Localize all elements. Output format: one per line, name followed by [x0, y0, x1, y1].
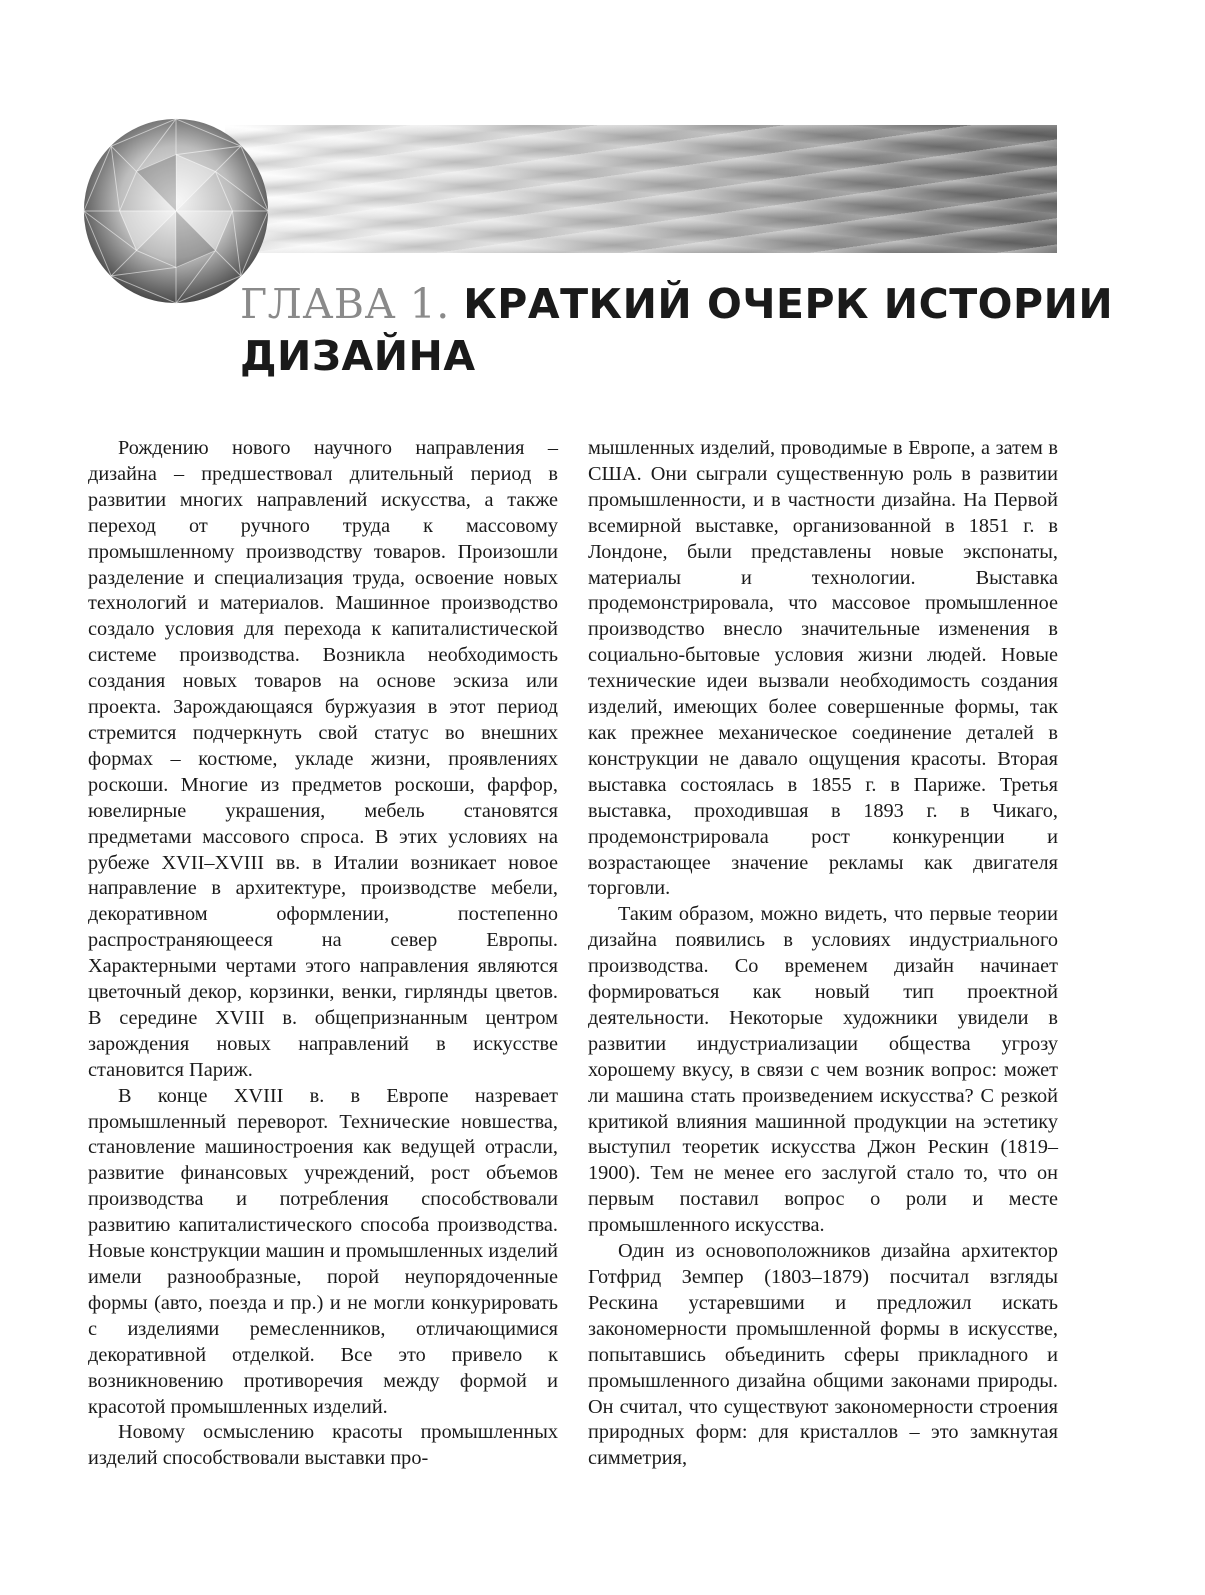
chapter-title-text-2: ДИЗАЙНА [240, 332, 476, 380]
paragraph: Рождению нового научного направления – дизайна – предшествовал длительный период в развитии многих направлений искусства, а также переход от ручного труда к массовому промышленному производству товаров. Произошли разделение и специализация труда, освоение новых технологий и материалов. Машинное производство создало условия для перехода к капиталистической системе производства. Возникла необходимость создания новых товаров на основе эскиза или проекта. Зарождающаяся буржуазия в этот период стремится подчеркнуть свой статус во внешних формах – костюме, укладе жизни, проявлениях роскоши. Многие из предметов роскоши, фарфор, ювелирные украшения, мебель становятся предметами массового спроса. В этих условиях на рубеже XVII–XVIII вв. в Италии возникает новое направление в архитектуре, производстве мебели, декоративном оформлении, постепенно распространяющееся на север Европы. Характерными чертами этого направления являются цветочный декор, корзинки, венки, гирлянды цветов. В середине XVIII в. общепризнанным центром зарождения новых направлений в искусстве становится Париж. [88, 437, 558, 1081]
diamond-icon [82, 117, 270, 305]
chapter-title-line-2 [240, 330, 1140, 382]
paragraph: Один из основоположников дизайна архитектор Готфрид Земпер (1803–1879) посчитал взгляды Рескина устаревшими и предложил искать закономерности промышленной формы в искусстве, попытавшись объединить сферы прикладного и промышленного дизайна общими законами природы. Он считал, что существуют закономерности строения природных форм: для кристаллов – это замкнутая симметрия, [588, 1240, 1058, 1470]
left-column [88, 436, 558, 1472]
chapter-label: ГЛАВА 1. [240, 280, 450, 328]
paragraph: В конце XVIII в. в Европе назревает промышленный переворот. Технические новшества, становление машиностроения как ведущей отрасли, развитие финансовых учреждений, рост объемов производства и потребления способствовали развитию капиталистического способа производства. Новые конструкции машин и промышленных изделий имели разнообразные, порой неупорядоченные формы (авто, поезда и пр.) и не могли конкурировать с изделиями ремесленников, отличающимися декоративной отделкой. Все это привело к возникновению противоречия между формой и красотой промышленных изделий. [88, 1084, 558, 1418]
paragraph: мышленных изделий, проводимые в Европе, а затем в США. Они сыграли существенную роль в развитии промышленности, и в частности дизайна. На Первой всемирной выставке, организованной в 1851 г. в Лондоне, были представлены новые экспонаты, материалы и технологии. Выставка продемонстрировала, что массовое промышленное производство внесло значительные изменения в социально-бытовые условия жизни людей. Новые технические идеи вызвали необходимость создания изделий, имеющих более совершенные формы, так как прежнее механическое соединение деталей в конструкции не давало ощущения красоты. Вторая выставка состоялась в 1855 г. в Париже. Третья выставка, проходившая в 1893 г. в Чикаго, продемонстрировала рост конкуренции и возрастающее значение рекламы как двигателя торговли. [588, 437, 1058, 900]
chapter-title-line-1 [240, 278, 1140, 330]
paragraph: Таким образом, можно видеть, что первые теории дизайна появились в условиях индустриального производства. Со временем дизайн начинает формироваться как новый тип проектной деятельности. Некоторые художники увидели в развитии индустриализации общества угрозу хорошему вкусу, в связи с чем возник вопрос: может ли машина стать произведением искусства? С резкой критикой влияния машинной продукции на эстетику выступил теоретик искусства Джон Рескин (1819–1900). Тем не менее его заслугой стало то, что он первым поставил вопрос о роли и месте промышленного искусства. [588, 903, 1058, 1237]
chapter-title-text-1: КРАТКИЙ ОЧЕРК ИСТОРИИ [463, 280, 1114, 328]
chapter-header-banner [225, 125, 1057, 253]
paragraph: Новому осмыслению красоты промышленных изделий способствовали выставки про- [88, 1421, 558, 1470]
right-column [588, 436, 1058, 1472]
diamond-image [82, 117, 270, 305]
chapter-title [240, 278, 1140, 382]
